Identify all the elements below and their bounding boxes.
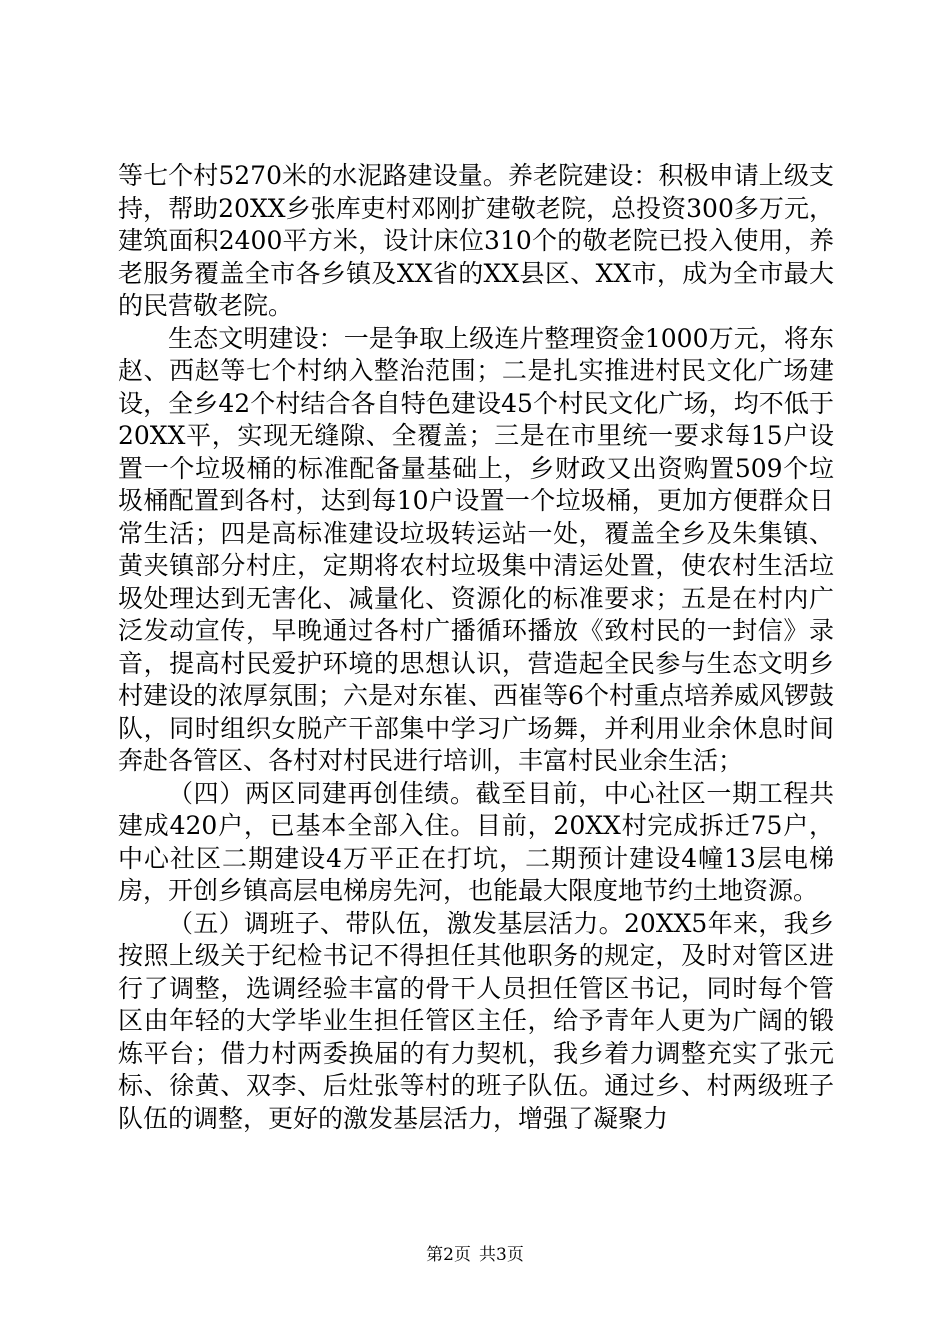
paragraph-section-four: （四）两区同建再创佳绩。截至目前，中心社区一期工程共建成420户，已基本全部入住。目前，20XX村完成拆迁75户，中心社区二期建设4万平正在打坑，二期预计建设4幢13层电梯房，开创乡镇高层电梯房先河，也能最大限度地节约土地资源。 — [118, 778, 834, 905]
paragraph-continuation: 等七个村5270米的水泥路建设量。养老院建设：积极申请上级支持，帮助20XX乡张库吏村邓刚扩建敬老院，总投资300多万元，建筑面积2400平方米，设计床位310个的敬老院已投入使用，养老服务覆盖全市各乡镇及XX省的XX县区、XX市，成为全市最大的民营敬老院。 — [118, 161, 834, 320]
paragraph-ecological-civilization: 生态文明建设：一是争取上级连片整理资金1000万元，将东赵、西赵等七个村纳入整治范围；二是扎实推进村民文化广场建设，全乡42个村结合各自特色建设45个村民文化广场，均不低于20XX平，实现无缝隙、全覆盖；三是在市里统一要求每15户设置一个垃圾桶的标准配备量基础上，乡财政又出资购置509个垃圾桶配置到各村，达到每10户设置一个垃圾桶，更加方便群众日常生活；四是高标准建设垃圾转运站一处，覆盖全乡及朱集镇、黄夹镇部分村庄，定期将农村垃圾集中清运处置，使农村生活垃圾处理达到无害化、减量化、资源化的标准要求；五是在村内广泛发动宣传，早晚通过各村广播循环播放《致村民的一封信》录音，提高村民爱护环境的思想认识，营造起全民参与生态文明乡村建设的浓厚氛围；六是对东崔、西崔等6个村重点培养威风锣鼓队，同时组织女脱产干部集中学习广场舞，并利用业余休息时间奔赴各管区、各村对村民进行培训，丰富村民业余生活； — [118, 323, 834, 775]
page-footer — [0, 1244, 950, 1266]
document-body — [118, 160, 834, 1135]
paragraph-section-five: （五）调班子、带队伍，激发基层活力。20XX5年来，我乡按照上级关于纪检书记不得担任其他职务的规定，及时对管区进行了调整，选调经验丰富的骨干人员担任管区书记，同时每个管区由年轻的大学毕业生担任管区主任，给予青年人更为广阔的锻炼平台；借力村两委换届的有力契机，我乡着力调整充实了张元标、徐黄、双李、后灶张等村的班子队伍。通过乡、村两级班子队伍的调整，更好的激发基层活力，增强了凝聚力 — [118, 908, 834, 1133]
page-number-current: 第2页 — [426, 1245, 471, 1265]
page-number-total: 共3页 — [479, 1245, 524, 1265]
